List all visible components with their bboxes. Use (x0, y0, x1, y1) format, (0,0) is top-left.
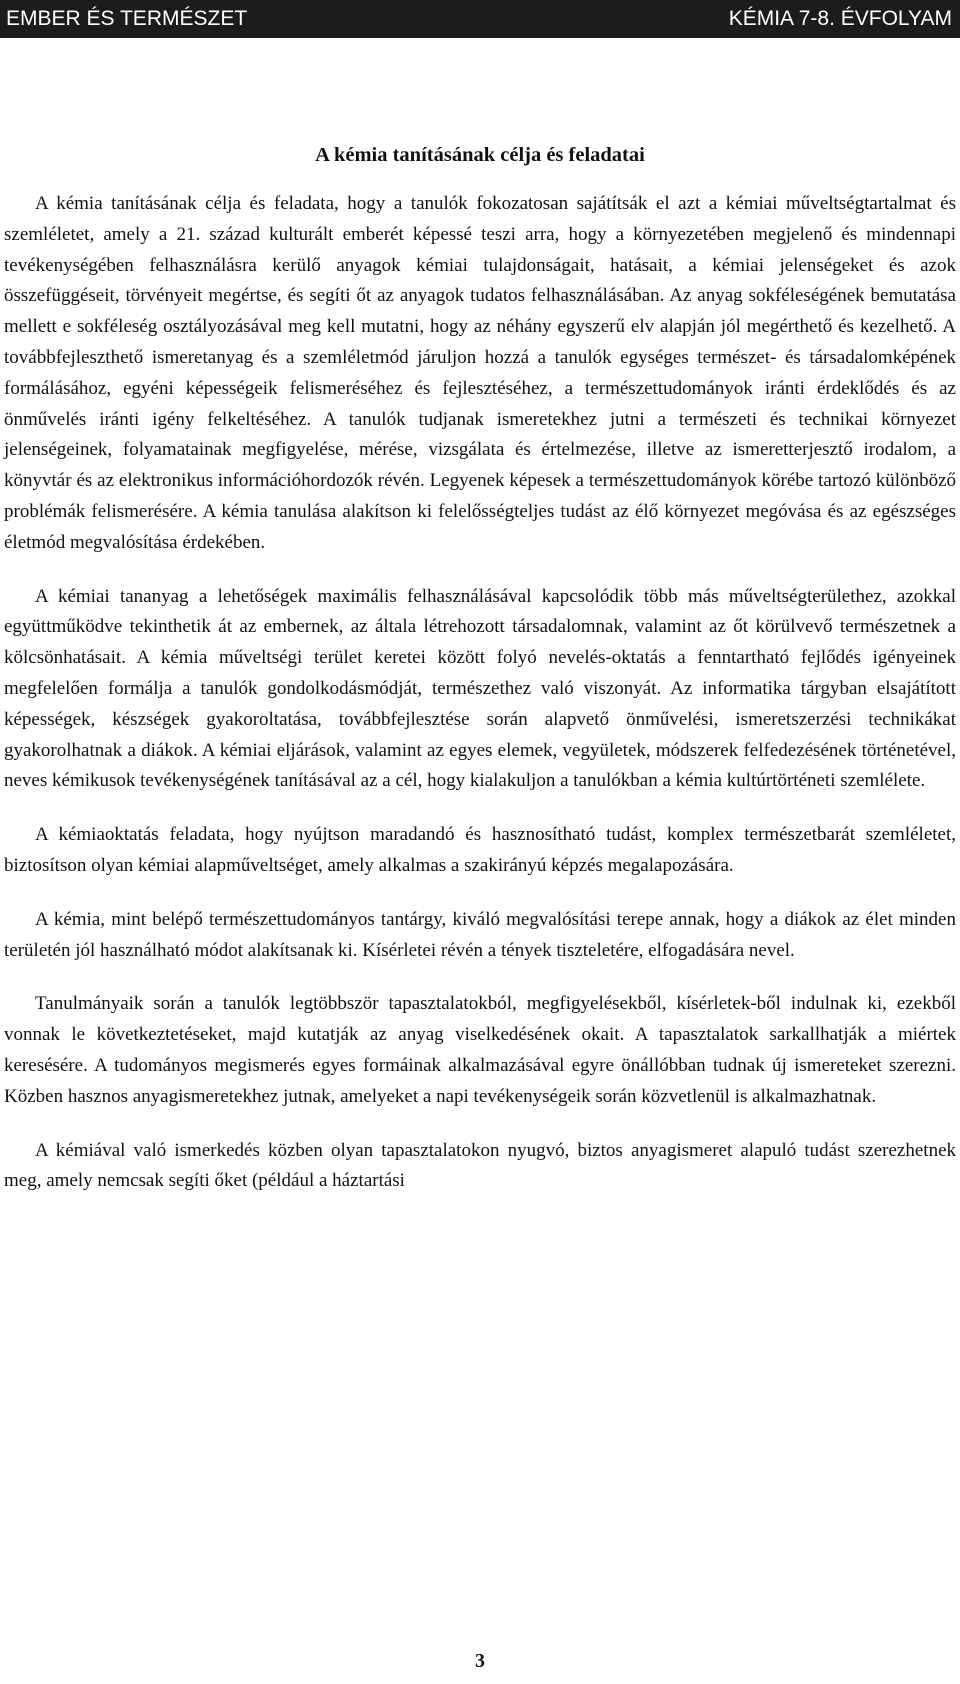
header-right-title: KÉMIA 7-8. ÉVFOLYAM (728, 7, 952, 30)
page-number: 3 (475, 1650, 485, 1672)
page-header (0, 0, 960, 38)
section-title: A kémia tanításának célja és feladatai (315, 144, 645, 166)
body-paragraph: Tanulmányaik során a tanulók legtöbbször tapasztalatokból, megfigyelésekből, kísérletek-ből indulnak ki, ezekből vonnak le következtetéseket, majd kutatják az anyag viselkedésének okait. A tapasztalatok sarkallhatják a miértek keresésére. A tudományos megismerés egyes formáinak alkalmazásával egyre önállóbban tudnak új ismereteket szerezni. Közben hasznos anyagismeretekhez jutnak, amelyeket a napi tevékenységeik során közvetlenül is alkalmazhatnak. (4, 993, 956, 1107)
body-paragraph: A kémia, mint belépő természettudományos tantárgy, kiváló megvalósítási terepe annak, hogy a diákok az élet minden területén jól használható módot alakítsanak ki. Kísérletei révén a tények tiszteletére, elfogadására nevel. (4, 908, 956, 961)
body-paragraph: A kémiaoktatás feladata, hogy nyújtson maradandó és hasznosítható tudást, komplex természetbarát szemléletet, biztosítson olyan kémiai alapműveltséget, amely alkalmas a szakirányú képzés megalapozására. (4, 824, 956, 876)
document-body (4, 140, 956, 1220)
body-paragraph: A kémiai tananyag a lehetőségek maximális felhasználásával kapcsolódik több más műveltségterülethez, azokkal együttműködve tekinthetik át az embernek, az általa létrehozott társadalomnak, valamint az őt körülvevő természetnek a kölcsönhatásait. A kémia műveltségi terület keretei között folyó nevelés-oktatás a fenntartható fejlődés igényeinek megfelelően formálja a tanulók gondolkodásmódját, természethez való viszonyát. Az informatika tárgyban elsajátított képességek, készségek gyakoroltatása, továbbfejlesztése során alapvető önművelési, ismeretszerzési technikákat gyakorolhatnak a diákok. A kémiai eljárások, valamint az egyes elemek, vegyületek, módszerek felfedezésének történetével, neves kémikusok tevékenységének tanításával az a cél, hogy kialakuljon a tanulókban a kémia kultúrtörténeti szemlélete. (4, 585, 956, 792)
body-paragraph: A kémiával való ismerkedés közben olyan tapasztalatokon nyugvó, biztos anyagismeret alapuló tudást szerezhetnek meg, amely nemcsak segíti őket (például a háztartási (4, 1139, 956, 1192)
header-left-title: EMBER ÉS TERMÉSZET (6, 7, 248, 30)
body-paragraph: A kémia tanításának célja és feladata, hogy a tanulók fokozatosan sajátítsák el azt a kémiai műveltségtartalmat és szemléletet, amely a 21. század kulturált emberét képessé teszi arra, hogy a környezetében megjelenő és mindennapi tevékenységében felhasználásra kerülő anyagok kémiai tulajdonságait, hatásait, a kémiai jelenségeket és azok összefüggéseit, törvényeit megértse, és segíti őt az anyagok tudatos felhasználásában. Az anyag sokféleségének bemutatása mellett e sokféleség osztályozásával meg kell mutatni, hogy az néhány egyszerű elv alapján jól megérthető és kezelhető. A továbbfejleszthető ismeretanyag és a szemléletmód járuljon hozzá a tanulók egységes természet- és társadalomképének formálásához, egyéni képességeik felismeréséhez és fejlesztéséhez, a természettudományok iránti érdeklődés és az önművelés iránti igény felkeltéséhez. A tanulók tudjanak ismeretekhez jutni a természeti és technikai környezet jelenségeinek, folyamatainak megfigyelése, mérése, vizsgálata és értelmezése, illetve az ismeretterjesztő irodalom, a könyvtár és az elektronikus információhordozók révén. Legyenek képesek a természettudományok körébe tartozó különböző problémák felismerésére. A kémia tanulása alakítson ki felelősségteljes tudást az élő környezet megóvása és az egészséges életmód megvalósítása érdekében. (4, 193, 956, 553)
